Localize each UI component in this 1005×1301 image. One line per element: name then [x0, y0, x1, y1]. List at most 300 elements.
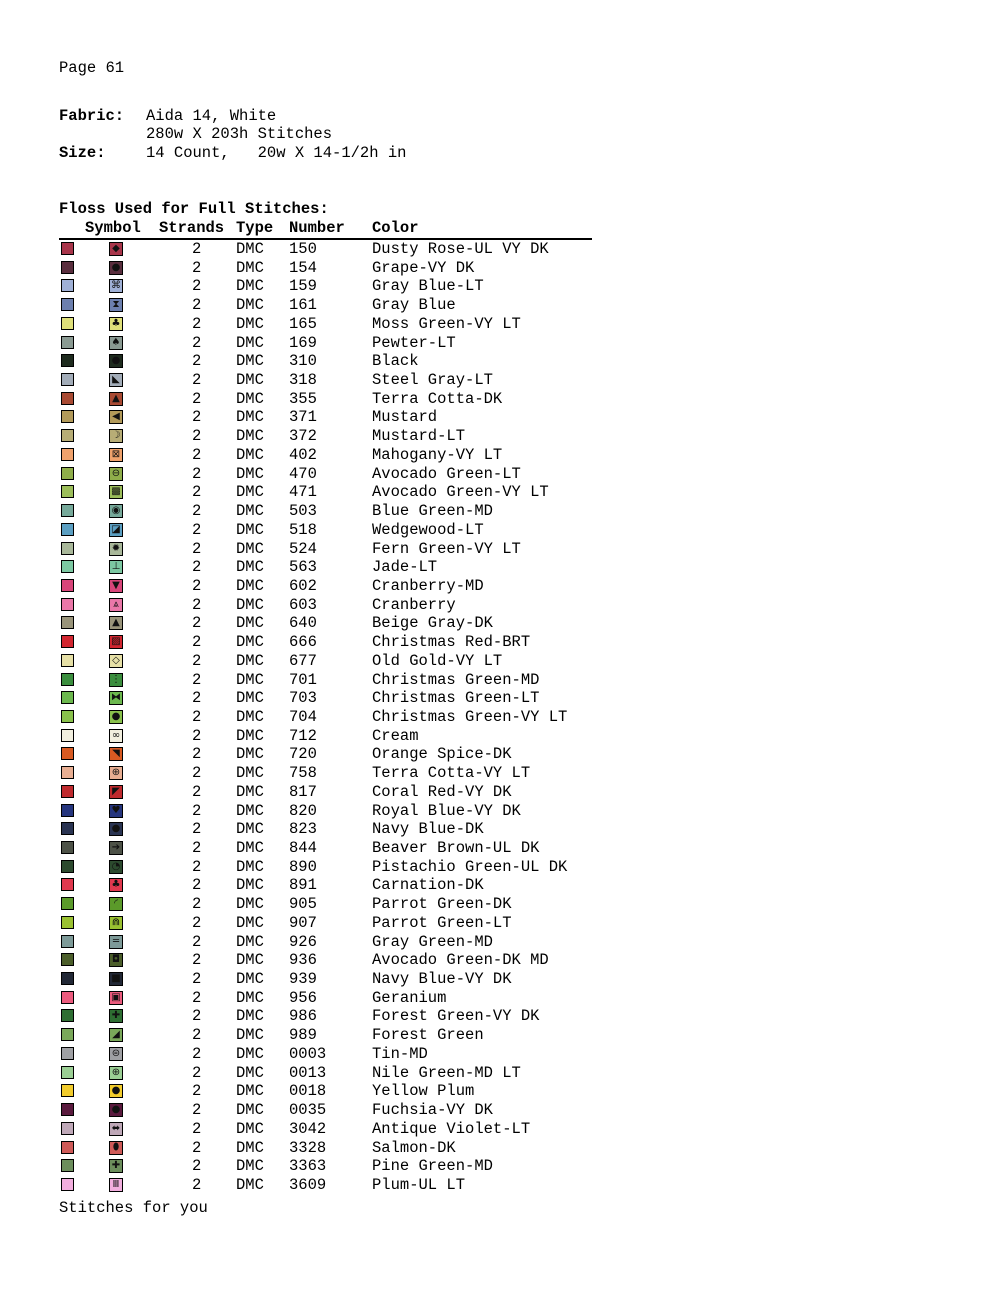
number-cell: 602	[289, 576, 317, 595]
color-name-cell: Jade-LT	[372, 558, 438, 577]
type-cell: DMC	[236, 464, 264, 483]
table-row	[0, 259, 1005, 278]
number-cell: 0035	[289, 1101, 327, 1120]
color-swatch	[61, 1178, 74, 1191]
strands-cell: 2	[192, 277, 202, 296]
table-row	[0, 1176, 1005, 1195]
number-cell: 703	[289, 689, 317, 708]
color-swatch	[61, 635, 74, 648]
color-swatch	[61, 317, 74, 330]
strands-cell: 2	[192, 1138, 202, 1157]
strands-cell: 2	[192, 502, 202, 521]
strands-cell: 2	[192, 876, 202, 895]
stitch-symbol-icon: ⧓	[111, 692, 121, 704]
type-cell: DMC	[236, 932, 264, 951]
table-row	[0, 334, 1005, 353]
color-name-cell: Royal Blue-VY DK	[372, 801, 521, 820]
color-name-cell: Mustard-LT	[372, 427, 466, 446]
header-type: Type	[236, 219, 274, 237]
stitch-symbol-icon: ♥	[109, 804, 123, 818]
type-cell: DMC	[236, 258, 264, 277]
color-swatch	[61, 785, 74, 798]
number-cell: 518	[289, 520, 317, 539]
type-cell: DMC	[236, 352, 264, 371]
strands-cell: 2	[192, 820, 202, 839]
strands-cell: 2	[192, 857, 202, 876]
strands-cell: 2	[192, 483, 202, 502]
strands-cell: 2	[192, 296, 202, 315]
stitch-symbol-icon: ◣	[109, 373, 123, 387]
strands-cell: 2	[192, 240, 202, 258]
type-cell: DMC	[236, 633, 264, 652]
table-row	[0, 1064, 1005, 1083]
color-name-cell: Cream	[372, 726, 419, 745]
number-cell: 989	[289, 1026, 317, 1045]
color-swatch	[61, 654, 74, 667]
stitch-symbol-icon: ▨	[109, 635, 123, 649]
color-swatch	[61, 410, 74, 423]
type-cell: DMC	[236, 1157, 264, 1176]
strands-cell: 2	[192, 464, 202, 483]
strands-cell: 2	[192, 1044, 202, 1063]
strands-cell: 2	[192, 576, 202, 595]
table-row	[0, 689, 1005, 708]
color-swatch	[61, 673, 74, 686]
type-cell: DMC	[236, 502, 264, 521]
table-row	[0, 989, 1005, 1008]
stitch-symbol-icon: ■	[109, 972, 123, 986]
number-cell: 470	[289, 464, 317, 483]
table-row	[0, 970, 1005, 989]
number-cell: 318	[289, 371, 317, 390]
number-cell: 712	[289, 726, 317, 745]
number-cell: 150	[289, 240, 317, 258]
stitch-symbol-icon: ◥	[109, 747, 123, 761]
table-row	[0, 820, 1005, 839]
type-cell: DMC	[236, 707, 264, 726]
table-row	[0, 1157, 1005, 1176]
stitch-symbol-icon: ⋒	[109, 916, 123, 930]
color-swatch	[61, 1066, 74, 1079]
fabric-stitches: 280w X 203h Stitches	[146, 125, 333, 143]
strands-cell: 2	[192, 988, 202, 1007]
strands-cell: 2	[192, 352, 202, 371]
type-cell: DMC	[236, 558, 264, 577]
color-name-cell: Terra Cotta-DK	[372, 389, 503, 408]
strands-cell: 2	[192, 801, 202, 820]
stitch-symbol-icon: ⊖	[109, 467, 123, 481]
color-name-cell: Cranberry-MD	[372, 576, 484, 595]
type-cell: DMC	[236, 296, 264, 315]
strands-cell: 2	[192, 764, 202, 783]
stitch-symbol-icon: ➔	[109, 841, 123, 855]
type-cell: DMC	[236, 1175, 264, 1194]
color-swatch	[61, 336, 74, 349]
color-swatch	[61, 841, 74, 854]
number-cell: 891	[289, 876, 317, 895]
stitch-symbol-icon: ◔	[109, 860, 123, 874]
stitch-symbol-icon: ∞	[109, 729, 123, 743]
strands-cell: 2	[192, 651, 202, 670]
number-cell: 159	[289, 277, 317, 296]
type-cell: DMC	[236, 782, 264, 801]
size-value: 14 Count, 20w X 14-1/2h in	[146, 144, 407, 162]
strands-cell: 2	[192, 1007, 202, 1026]
number-cell: 939	[289, 970, 317, 989]
color-name-cell: Parrot Green-DK	[372, 895, 512, 914]
size-label: Size:	[59, 144, 106, 162]
color-name-cell: Mustard	[372, 408, 438, 427]
number-cell: 355	[289, 389, 317, 408]
strands-cell: 2	[192, 539, 202, 558]
strands-cell: 2	[192, 1101, 202, 1120]
number-cell: 471	[289, 483, 317, 502]
color-swatch	[61, 467, 74, 480]
color-name-cell: Pewter-LT	[372, 333, 456, 352]
strands-cell: 2	[192, 371, 202, 390]
stitch-symbol-icon: ●	[109, 1103, 123, 1117]
color-name-cell: Wedgewood-LT	[372, 520, 484, 539]
type-cell: DMC	[236, 371, 264, 390]
color-swatch	[61, 242, 74, 255]
color-swatch	[61, 1141, 74, 1154]
color-swatch	[61, 747, 74, 760]
color-name-cell: Steel Gray-LT	[372, 371, 493, 390]
table-row	[0, 596, 1005, 615]
stitch-symbol-icon: ⊕	[109, 766, 123, 780]
number-cell: 169	[289, 333, 317, 352]
strands-cell: 2	[192, 314, 202, 333]
table-row	[0, 802, 1005, 821]
strands-cell: 2	[192, 932, 202, 951]
type-cell: DMC	[236, 1082, 264, 1101]
color-name-cell: Mahogany-VY LT	[372, 445, 503, 464]
type-cell: DMC	[236, 876, 264, 895]
color-swatch	[61, 1028, 74, 1041]
stitch-symbol-icon: ✹	[109, 542, 123, 556]
table-row	[0, 427, 1005, 446]
table-row	[0, 446, 1005, 465]
color-name-cell: Carnation-DK	[372, 876, 484, 895]
strands-cell: 2	[192, 745, 202, 764]
strands-cell: 2	[192, 558, 202, 577]
table-row	[0, 614, 1005, 633]
color-swatch	[61, 729, 74, 742]
color-swatch	[61, 373, 74, 386]
stitch-symbol-icon: ♠	[109, 336, 123, 350]
strands-cell: 2	[192, 1026, 202, 1045]
type-cell: DMC	[236, 726, 264, 745]
color-name-cell: Yellow Plum	[372, 1082, 475, 1101]
number-cell: 3042	[289, 1119, 327, 1138]
type-cell: DMC	[236, 764, 264, 783]
color-swatch	[61, 1009, 74, 1022]
table-row	[0, 521, 1005, 540]
table-row	[0, 502, 1005, 521]
number-cell: 3328	[289, 1138, 327, 1157]
stitch-symbol-icon: ◆	[109, 242, 123, 256]
table-row	[0, 277, 1005, 296]
type-cell: DMC	[236, 576, 264, 595]
table-row	[0, 783, 1005, 802]
number-cell: 3609	[289, 1175, 327, 1194]
color-swatch	[61, 916, 74, 929]
number-cell: 936	[289, 951, 317, 970]
color-swatch	[61, 953, 74, 966]
stitch-symbol-icon: ▩	[109, 485, 123, 499]
table-row	[0, 371, 1005, 390]
table-row	[0, 240, 1005, 259]
color-name-cell: Gray Green-MD	[372, 932, 493, 951]
page-label: Page 61	[59, 59, 125, 77]
stitch-symbol-icon: ═	[109, 935, 123, 949]
table-row	[0, 633, 1005, 652]
number-cell: 503	[289, 502, 317, 521]
number-cell: 704	[289, 707, 317, 726]
table-row	[0, 1101, 1005, 1120]
color-swatch	[61, 1103, 74, 1116]
table-row	[0, 933, 1005, 952]
color-name-cell: Dusty Rose-UL VY DK	[372, 240, 549, 258]
color-name-cell: Parrot Green-LT	[372, 913, 512, 932]
table-row	[0, 652, 1005, 671]
header-symbol: Symbol	[85, 219, 141, 237]
number-cell: 372	[289, 427, 317, 446]
table-row	[0, 465, 1005, 484]
color-name-cell: Black	[372, 352, 419, 371]
number-cell: 165	[289, 314, 317, 333]
type-cell: DMC	[236, 520, 264, 539]
type-cell: DMC	[236, 745, 264, 764]
stitch-symbol-icon: ●	[109, 261, 123, 275]
number-cell: 890	[289, 857, 317, 876]
color-name-cell: Tin-MD	[372, 1044, 428, 1063]
table-row	[0, 315, 1005, 334]
type-cell: DMC	[236, 670, 264, 689]
number-cell: 844	[289, 839, 317, 857]
type-cell: DMC	[236, 1063, 264, 1082]
color-swatch	[61, 261, 74, 274]
stitch-symbol-icon: ▲	[109, 616, 123, 630]
stitch-symbol-icon: ✚	[109, 1159, 123, 1173]
header-strands: Strands	[159, 219, 225, 237]
stitch-symbol-icon: ▲	[109, 392, 123, 406]
type-cell: DMC	[236, 970, 264, 989]
fabric-value: Aida 14, White	[146, 107, 277, 125]
color-name-cell: Coral Red-VY DK	[372, 782, 512, 801]
number-cell: 905	[289, 895, 317, 914]
color-swatch	[61, 392, 74, 405]
type-cell: DMC	[236, 820, 264, 839]
color-name-cell: Cranberry	[372, 595, 456, 614]
stitch-symbol-icon: ●	[109, 822, 123, 836]
table-row	[0, 895, 1005, 914]
color-swatch	[61, 878, 74, 891]
color-swatch	[61, 542, 74, 555]
strands-cell: 2	[192, 1119, 202, 1138]
type-cell: DMC	[236, 314, 264, 333]
color-name-cell: Pine Green-MD	[372, 1157, 493, 1176]
number-cell: 402	[289, 445, 317, 464]
strands-cell: 2	[192, 595, 202, 614]
number-cell: 0018	[289, 1082, 327, 1101]
type-cell: DMC	[236, 539, 264, 558]
type-cell: DMC	[236, 951, 264, 970]
color-swatch	[61, 485, 74, 498]
stitch-symbol-icon: ◉	[109, 504, 123, 518]
color-name-cell: Christmas Red-BRT	[372, 633, 531, 652]
table-row	[0, 540, 1005, 559]
strands-cell: 2	[192, 1157, 202, 1176]
strands-cell: 2	[192, 670, 202, 689]
strands-cell: 2	[192, 1175, 202, 1194]
strands-cell: 2	[192, 895, 202, 914]
number-cell: 823	[289, 820, 317, 839]
strands-cell: 2	[192, 726, 202, 745]
number-cell: 677	[289, 651, 317, 670]
color-name-cell: Salmon-DK	[372, 1138, 456, 1157]
table-row	[0, 876, 1005, 895]
stitch-symbol-icon: ⊜	[109, 1047, 123, 1061]
type-cell: DMC	[236, 408, 264, 427]
stitch-symbol-icon: ◀	[109, 410, 123, 424]
type-cell: DMC	[236, 333, 264, 352]
color-name-cell: Avocado Green-DK MD	[372, 951, 549, 970]
color-swatch	[61, 991, 74, 1004]
stitch-symbol-icon: ♣	[109, 878, 123, 892]
stitch-symbol-icon: ⊠	[109, 448, 123, 462]
color-swatch	[61, 935, 74, 948]
stitch-symbol-icon: ◤	[109, 785, 123, 799]
number-cell: 926	[289, 932, 317, 951]
color-swatch	[61, 298, 74, 311]
type-cell: DMC	[236, 240, 264, 258]
color-name-cell: Avocado Green-VY LT	[372, 483, 549, 502]
stitch-symbol-icon: ●	[109, 710, 123, 724]
table-row	[0, 1026, 1005, 1045]
color-swatch	[61, 504, 74, 517]
stitch-symbol-icon: ⩓	[109, 598, 123, 612]
table-row	[0, 764, 1005, 783]
stitch-symbol-icon: Ⅲ	[109, 1178, 123, 1192]
table-row	[0, 390, 1005, 409]
strands-cell: 2	[192, 1082, 202, 1101]
strands-cell: 2	[192, 445, 202, 464]
table-row	[0, 558, 1005, 577]
color-swatch	[61, 448, 74, 461]
table-row	[0, 708, 1005, 727]
color-swatch	[61, 598, 74, 611]
number-cell: 563	[289, 558, 317, 577]
floss-title: Floss Used for Full Stitches:	[59, 200, 329, 218]
header-number: Number	[289, 219, 345, 237]
type-cell: DMC	[236, 445, 264, 464]
color-swatch	[61, 822, 74, 835]
number-cell: 817	[289, 782, 317, 801]
stitch-symbol-icon: ⊕	[109, 1066, 123, 1080]
strands-cell: 2	[192, 333, 202, 352]
color-swatch	[61, 766, 74, 779]
color-name-cell: Terra Cotta-VY LT	[372, 764, 531, 783]
color-name-cell: Geranium	[372, 988, 447, 1007]
stitch-symbol-icon: ♣	[109, 317, 123, 331]
type-cell: DMC	[236, 595, 264, 614]
strands-cell: 2	[192, 1063, 202, 1082]
type-cell: DMC	[236, 689, 264, 708]
color-name-cell: Antique Violet-LT	[372, 1119, 531, 1138]
color-name-cell: Christmas Green-VY LT	[372, 707, 568, 726]
strands-cell: 2	[192, 970, 202, 989]
color-swatch	[61, 1047, 74, 1060]
type-cell: DMC	[236, 839, 264, 857]
color-swatch	[61, 523, 74, 536]
table-row	[0, 296, 1005, 315]
color-name-cell: Moss Green-VY LT	[372, 314, 521, 333]
type-cell: DMC	[236, 1138, 264, 1157]
type-cell: DMC	[236, 427, 264, 446]
number-cell: 3363	[289, 1157, 327, 1176]
color-swatch	[61, 1159, 74, 1172]
strands-cell: 2	[192, 782, 202, 801]
stitch-symbol-icon: ◇	[109, 654, 123, 668]
number-cell: 524	[289, 539, 317, 558]
type-cell: DMC	[236, 483, 264, 502]
color-swatch	[61, 1122, 74, 1135]
color-swatch	[61, 616, 74, 629]
strands-cell: 2	[192, 707, 202, 726]
table-row	[0, 671, 1005, 690]
type-cell: DMC	[236, 1044, 264, 1063]
number-cell: 956	[289, 988, 317, 1007]
number-cell: 986	[289, 1007, 317, 1026]
type-cell: DMC	[236, 1026, 264, 1045]
stitch-symbol-icon: ▼	[109, 579, 123, 593]
stitch-symbol-icon: ⋮	[111, 673, 121, 685]
color-name-cell: Forest Green-VY DK	[372, 1007, 540, 1026]
number-cell: 154	[289, 258, 317, 277]
color-swatch	[61, 691, 74, 704]
number-cell: 371	[289, 408, 317, 427]
stitch-symbol-icon: ⧗	[109, 298, 123, 312]
color-name-cell: Beige Gray-DK	[372, 614, 493, 633]
stitch-symbol-icon: ⊥	[109, 560, 123, 574]
type-cell: DMC	[236, 988, 264, 1007]
color-name-cell: Old Gold-VY LT	[372, 651, 503, 670]
strands-cell: 2	[192, 389, 202, 408]
type-cell: DMC	[236, 895, 264, 914]
stitch-symbol-icon: ◘	[109, 953, 123, 967]
color-swatch	[61, 279, 74, 292]
color-name-cell: Beaver Brown-UL DK	[372, 839, 540, 857]
color-name-cell: Fern Green-VY LT	[372, 539, 521, 558]
type-cell: DMC	[236, 801, 264, 820]
number-cell: 720	[289, 745, 317, 764]
color-name-cell: Forest Green	[372, 1026, 484, 1045]
color-swatch	[61, 972, 74, 985]
color-swatch	[61, 579, 74, 592]
number-cell: 640	[289, 614, 317, 633]
table-row	[0, 577, 1005, 596]
type-cell: DMC	[236, 857, 264, 876]
table-row	[0, 839, 1005, 858]
type-cell: DMC	[236, 614, 264, 633]
strands-cell: 2	[192, 913, 202, 932]
stitch-symbol-icon: ✚	[109, 1009, 123, 1023]
number-cell: 701	[289, 670, 317, 689]
color-name-cell: Orange Spice-DK	[372, 745, 512, 764]
strands-cell: 2	[192, 633, 202, 652]
stitch-symbol-icon: ●	[109, 354, 123, 368]
